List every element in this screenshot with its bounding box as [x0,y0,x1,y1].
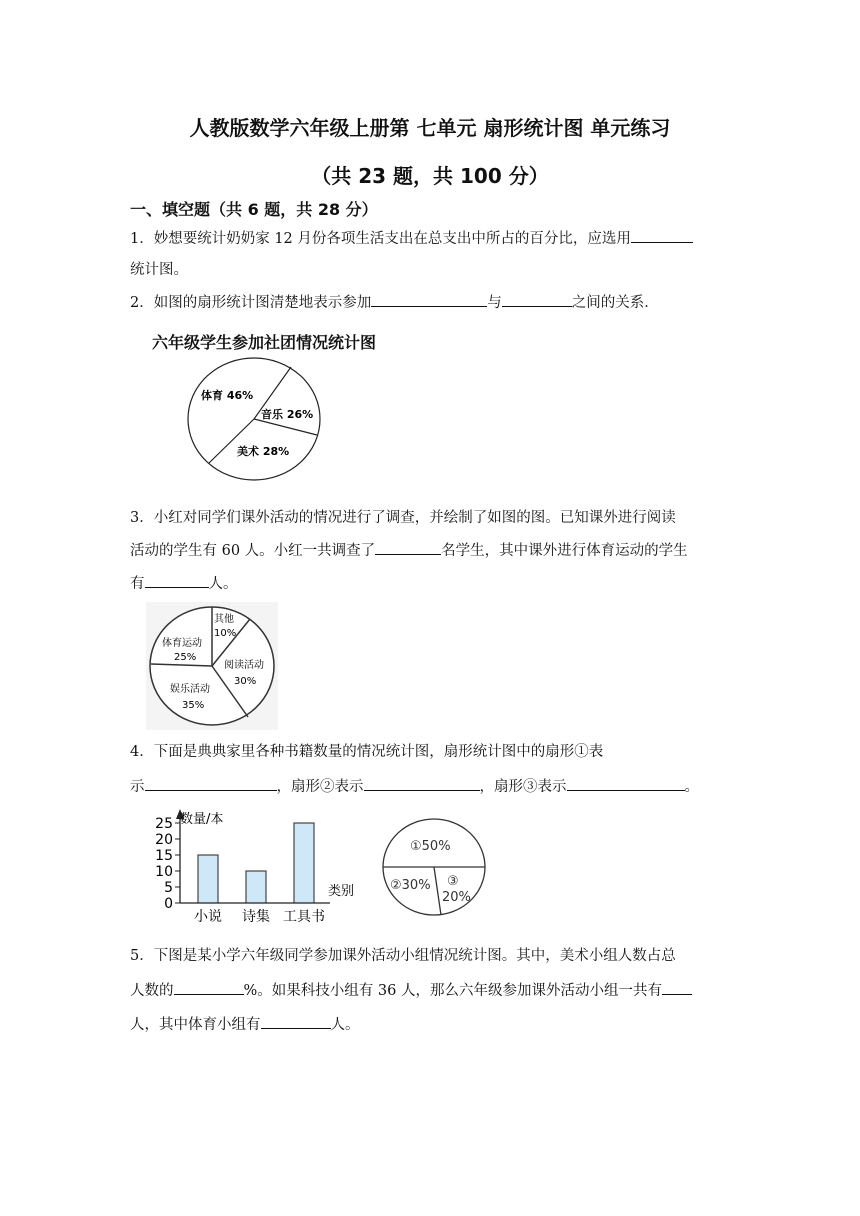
q1-text: 1．妙想要统计奶奶家 12 月份各项生活支出在总支出中所占的百分比，应选用 [130,231,631,247]
q4-text-a: 示 [130,779,145,795]
q2-label-music: 音乐 26% [261,408,314,421]
q2-pie-chart [185,355,325,485]
y-tick-label: 20 [155,832,173,848]
x-category-label: 小说 [194,909,222,925]
y-tick-label: 0 [164,896,173,912]
q4-line2 [130,776,699,797]
q3-text-c: 有 [130,576,145,592]
q5-blank-3[interactable] [261,1014,331,1029]
q3-label-pe-pct: 25% [174,652,197,663]
page-title: 人教版数学六年级上册第 七单元 扇形统计图 单元练习 [189,116,671,140]
x-category-label: 诗集 [242,909,270,925]
q3-line2 [130,540,688,561]
y-tick-label: 15 [155,848,173,864]
x-axis-label: 类别 [328,884,355,899]
q2-text-c: 之间的关系． [571,295,659,311]
q5-text-b: %。如果科技小组有 36 人，那么六年级参加课外活动小组一共有 [243,983,662,999]
question-1 [130,228,693,249]
q4-pie-label-2: ②30% [390,878,431,893]
q4-blank-1[interactable] [145,776,277,791]
q3-text-a: 活动的学生有 60 人。小红一共调查了 [130,543,376,559]
y-tick-label: 10 [155,864,173,880]
page-subtitle: （共 23 题，共 100 分） [311,164,549,188]
q3-blank-1[interactable] [375,540,441,555]
q4-text-b: ，扇形②表示 [276,779,364,795]
q2-blank-1[interactable] [371,292,487,307]
q2-text-a: 2．如图的扇形统计图清楚地表示参加 [130,295,372,311]
q5-blank-2[interactable] [662,980,692,995]
q4-pie-label-3a: ③ [447,874,459,889]
q3-text-b: 名学生，其中课外进行体育运动的学生 [441,543,688,559]
q3-label-fun-pct: 35% [182,700,205,711]
q4-text-d: 。 [684,779,699,795]
q2-figure-title: 六年级学生参加社团情况统计图 [152,333,377,352]
q4-pie-label-3b: 20% [442,890,471,905]
q3-label-other-pct: 10% [214,628,237,639]
q3-line3 [130,573,238,594]
q5-line2 [130,980,692,1001]
q4-bar-chart [150,805,370,925]
q2-label-art: 美术 28% [237,445,290,458]
q4-text-c: ，扇形③表示 [479,779,567,795]
q3-label-read-pct: 30% [234,676,257,687]
q3-label-pe: 体育运动 [162,638,202,649]
q5-blank-1[interactable] [174,980,244,995]
q5-text-a: 人数的 [130,983,174,999]
q3-label-other: 其他 [214,614,234,625]
q3-label-fun: 娱乐活动 [170,684,210,695]
q2-blank-2[interactable] [502,292,572,307]
q3-text-d: 人。 [208,576,238,592]
q1-line2: 统计图。 [130,262,188,278]
bar [246,871,266,903]
q5-text-d: 人。 [330,1017,360,1033]
y-axis-label: 数量/本 [180,812,224,827]
q5-line3 [130,1014,360,1035]
y-tick-label: 5 [164,880,173,896]
q3-label-read: 阅读活动 [224,660,264,671]
q4-blank-2[interactable] [364,776,480,791]
q4-line1: 4．下面是典典家里各种书籍数量的情况统计图，扇形统计图中的扇形①表 [130,744,604,760]
q3-line1: 3．小红对同学们课外活动的情况进行了调查，并绘制了如图的图。已知课外进行阅读 [130,510,676,526]
q3-blank-2[interactable] [145,573,209,588]
q3-pie-chart [146,602,278,730]
q5-line1: 5．下图是某小学六年级同学参加课外活动小组情况统计图。其中，美术小组人数占总 [130,948,676,964]
q4-blank-3[interactable] [567,776,685,791]
section-heading: 一、填空题（共 6 题，共 28 分） [130,200,378,219]
y-tick-label: 25 [155,816,173,832]
bar [294,823,314,903]
q5-text-c: 人，其中体育小组有 [130,1017,261,1033]
q4-pie-label-1: ①50% [410,839,451,854]
q1-blank[interactable] [631,228,693,243]
q2-text-b: 与 [487,295,502,311]
q2-label-pe: 体育 46% [201,389,254,402]
bar [198,855,218,903]
question-2 [130,292,659,313]
x-category-label: 工具书 [283,909,325,925]
q4-pie-chart [380,815,490,920]
